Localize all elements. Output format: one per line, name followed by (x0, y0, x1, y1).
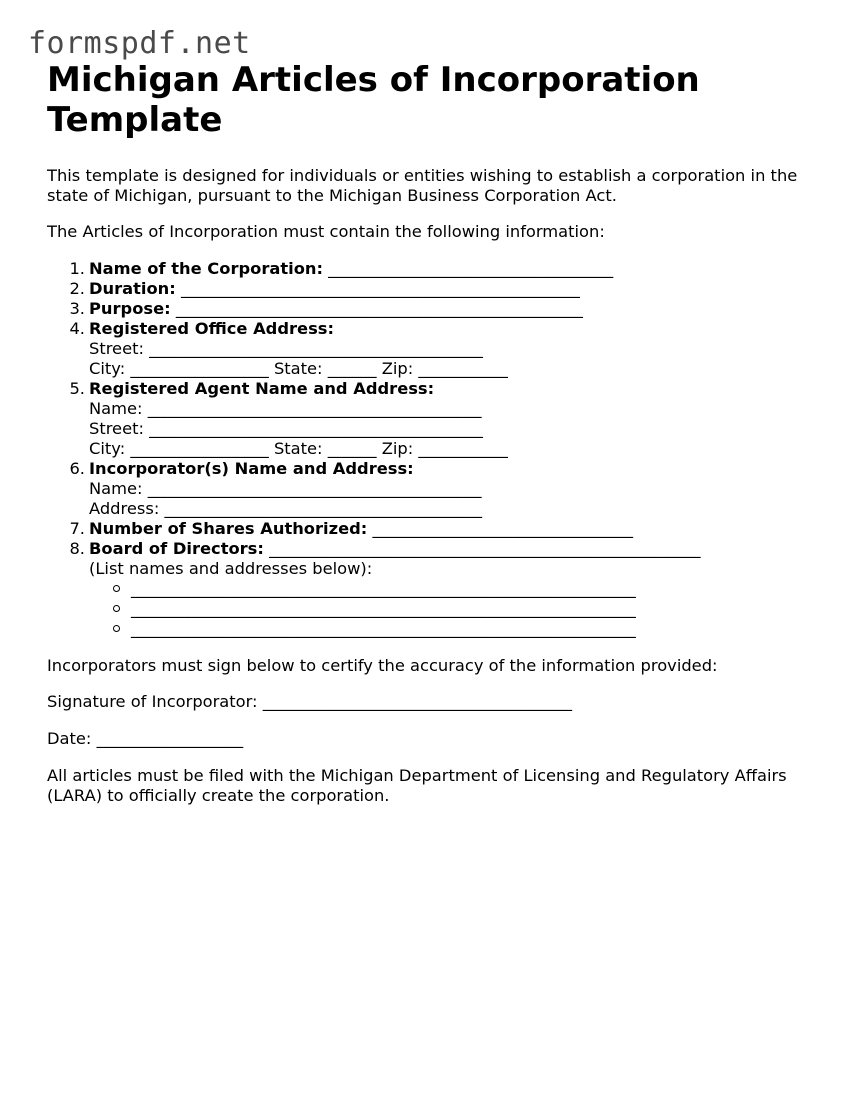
page-title: Michigan Articles of Incorporation Template (47, 60, 700, 140)
field-label: Name of the Corporation: (89, 259, 323, 278)
watermark-text: formspdf.net (28, 26, 251, 61)
circle-bullet-icon (113, 585, 120, 592)
directors-list (89, 579, 827, 639)
signature-line[interactable]: Signature of Incorporator: ______________________________________ (47, 692, 573, 711)
field-label: Board of Directors: (89, 539, 264, 558)
item-number: 7. (69, 519, 85, 538)
field-purpose (47, 299, 827, 319)
director-line[interactable]: ______________________________________________________________ (131, 579, 827, 599)
field-duration (47, 279, 827, 299)
closing-paragraph: All articles must be filed with the Michigan Department of Licensing and Regulatory Affairs (LARA) to officially create the corporation. (47, 766, 787, 805)
item-number: 6. (69, 459, 85, 478)
circle-bullet-icon (113, 605, 120, 612)
city-state-zip-line[interactable]: City: _________________ State: ______ Zip: ___________ (89, 359, 508, 378)
field-label: Incorporator(s) Name and Address: (89, 459, 414, 478)
field-registered-office (47, 319, 827, 379)
field-shares-authorized (47, 519, 827, 539)
circle-bullet-icon (113, 625, 120, 632)
certify-paragraph: Incorporators must sign below to certify the accuracy of the information provided: (47, 656, 718, 675)
field-incorporators (47, 459, 827, 519)
blank-line[interactable]: _________________________________________________ (175, 279, 580, 298)
field-label: Registered Office Address: (89, 319, 334, 338)
intro-paragraph: This template is designed for individuals or entities wishing to establish a corporation in the state of Michigan, pursuant to the Michigan Business Corporation Act. (47, 166, 798, 205)
directors-note: (List names and addresses below): (89, 559, 373, 578)
blank-line[interactable]: ___________________________________ (322, 259, 614, 278)
lead-paragraph: The Articles of Incorporation must contain the following information: (47, 222, 605, 241)
item-number: 4. (69, 319, 85, 338)
blank-line[interactable]: __________________________________________________ (170, 299, 583, 318)
item-number: 3. (69, 299, 85, 318)
name-line[interactable]: Name: _________________________________________ (89, 479, 482, 498)
director-line[interactable]: ______________________________________________________________ (131, 599, 827, 619)
item-number: 1. (69, 259, 85, 278)
field-corporation-name (47, 259, 827, 279)
blank-line[interactable]: _____________________________________________________ (263, 539, 701, 558)
fields-list (47, 259, 827, 639)
field-label: Registered Agent Name and Address: (89, 379, 435, 398)
street-line[interactable]: Street: _________________________________________ (89, 339, 483, 358)
address-line[interactable]: Address: _______________________________________ (89, 499, 482, 518)
field-registered-agent (47, 379, 827, 459)
field-label: Purpose: (89, 299, 171, 318)
city-state-zip-line[interactable]: City: _________________ State: ______ Zip: ___________ (89, 439, 508, 458)
document-page (47, 60, 827, 806)
item-number: 2. (69, 279, 85, 298)
field-label: Number of Shares Authorized: (89, 519, 368, 538)
street-line[interactable]: Street: _________________________________________ (89, 419, 483, 438)
field-board-of-directors (47, 539, 827, 639)
date-line[interactable]: Date: __________________ (47, 729, 244, 748)
blank-line[interactable]: ________________________________ (367, 519, 633, 538)
director-line[interactable]: ______________________________________________________________ (131, 619, 827, 639)
field-label: Duration: (89, 279, 176, 298)
name-line[interactable]: Name: _________________________________________ (89, 399, 482, 418)
item-number: 8. (69, 539, 85, 558)
item-number: 5. (69, 379, 85, 398)
